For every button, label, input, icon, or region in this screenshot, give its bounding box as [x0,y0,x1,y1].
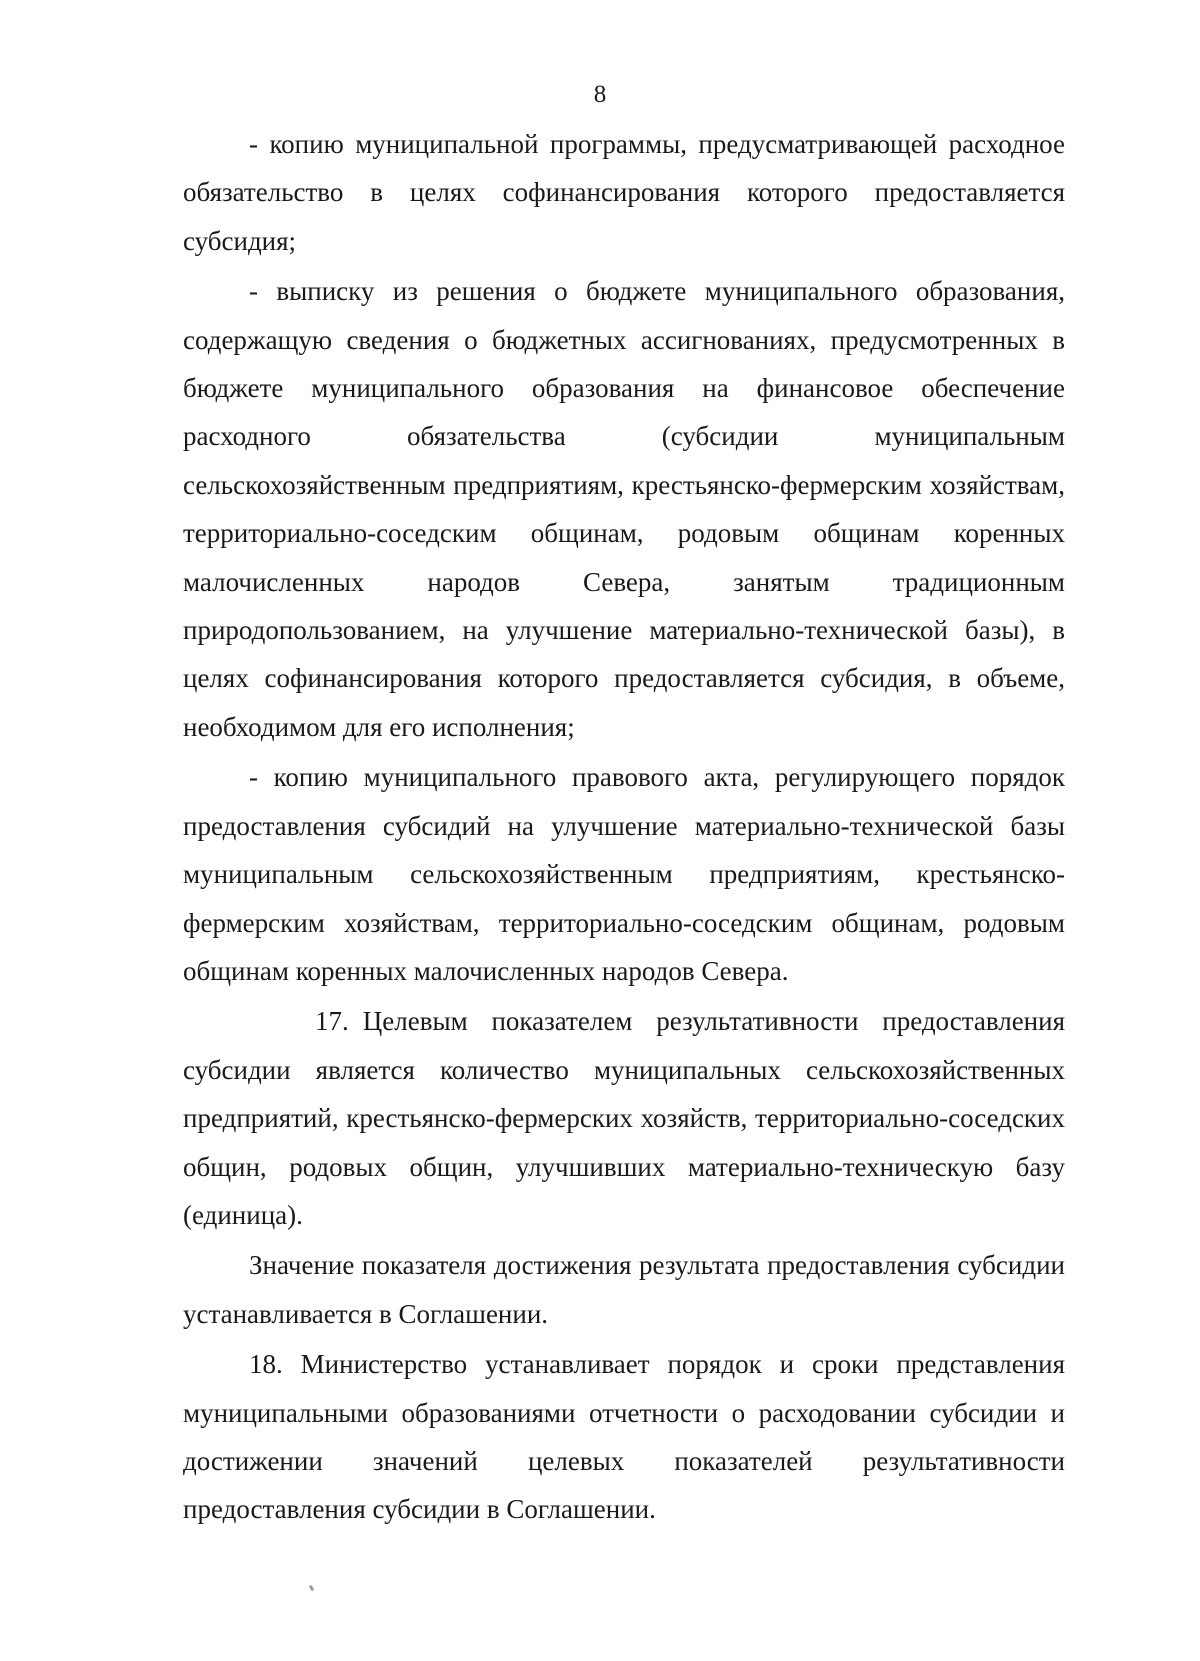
scan-speck-mark [309,1585,315,1592]
paragraph-indicator-value: Значение показателя достижения результата предоставления субсидии устанавливается в Соглашении. [183,1250,1065,1329]
paragraph-18-reporting: 18. Министерство устанавливает порядок и сроки представления муниципальными образованиями отчетности о расходовании субсидии и достижении значений целевых показателей результативности предоставления субсидии в Соглашении. [183,1349,1065,1525]
page-number: 8 [593,81,607,108]
document-body [183,120,1065,1534]
paragraph-municipal-program-copy: - копию муниципальной программы, предусматривающей расходное обязательство в целях софинансирования которого предоставляется субсидия; [183,129,1065,256]
paragraph-17-number: 17. [315,1006,349,1037]
paragraph-legal-act-copy: - копию муниципального правового акта, регулирующего порядок предоставления субсидий на улучшение материально-технической базы муниципальным сельскохозяйственным предприятиям, крестьянско-фермерским хозяйствам, территориально-соседским общинам, родовым общинам коренных малочисленных народов Севера. [183,762,1065,986]
paragraph-17-target-indicator [183,997,1065,1239]
paragraph-17-text: Целевым показателем результативности предоставления субсидии является количество муниципальных сельскохозяйственных предприятий, крестьянско-фермерских хозяйств, территориально-соседских общин, родовых общин, улучшивших материально-техническую базу (единица). [183,1006,1065,1230]
paragraph-budget-decision-extract: - выписку из решения о бюджете муниципального образования, содержащую сведения о бюджетных ассигнованиях, предусмотренных в бюджете муниципального образования на финансовое обеспечение расходного обязательства (субсидии муниципальным сельскохозяйственным предприятиям, крестьянско-фермерским хозяйствам, территориально-соседским общинам, родовым общинам коренных малочисленных народов Севера, занятым традиционным природопользованием, на улучшение материально-технической базы), в целях софинансирования которого предоставляется субсидия, в объеме, необходимом для его исполнения; [183,276,1065,742]
